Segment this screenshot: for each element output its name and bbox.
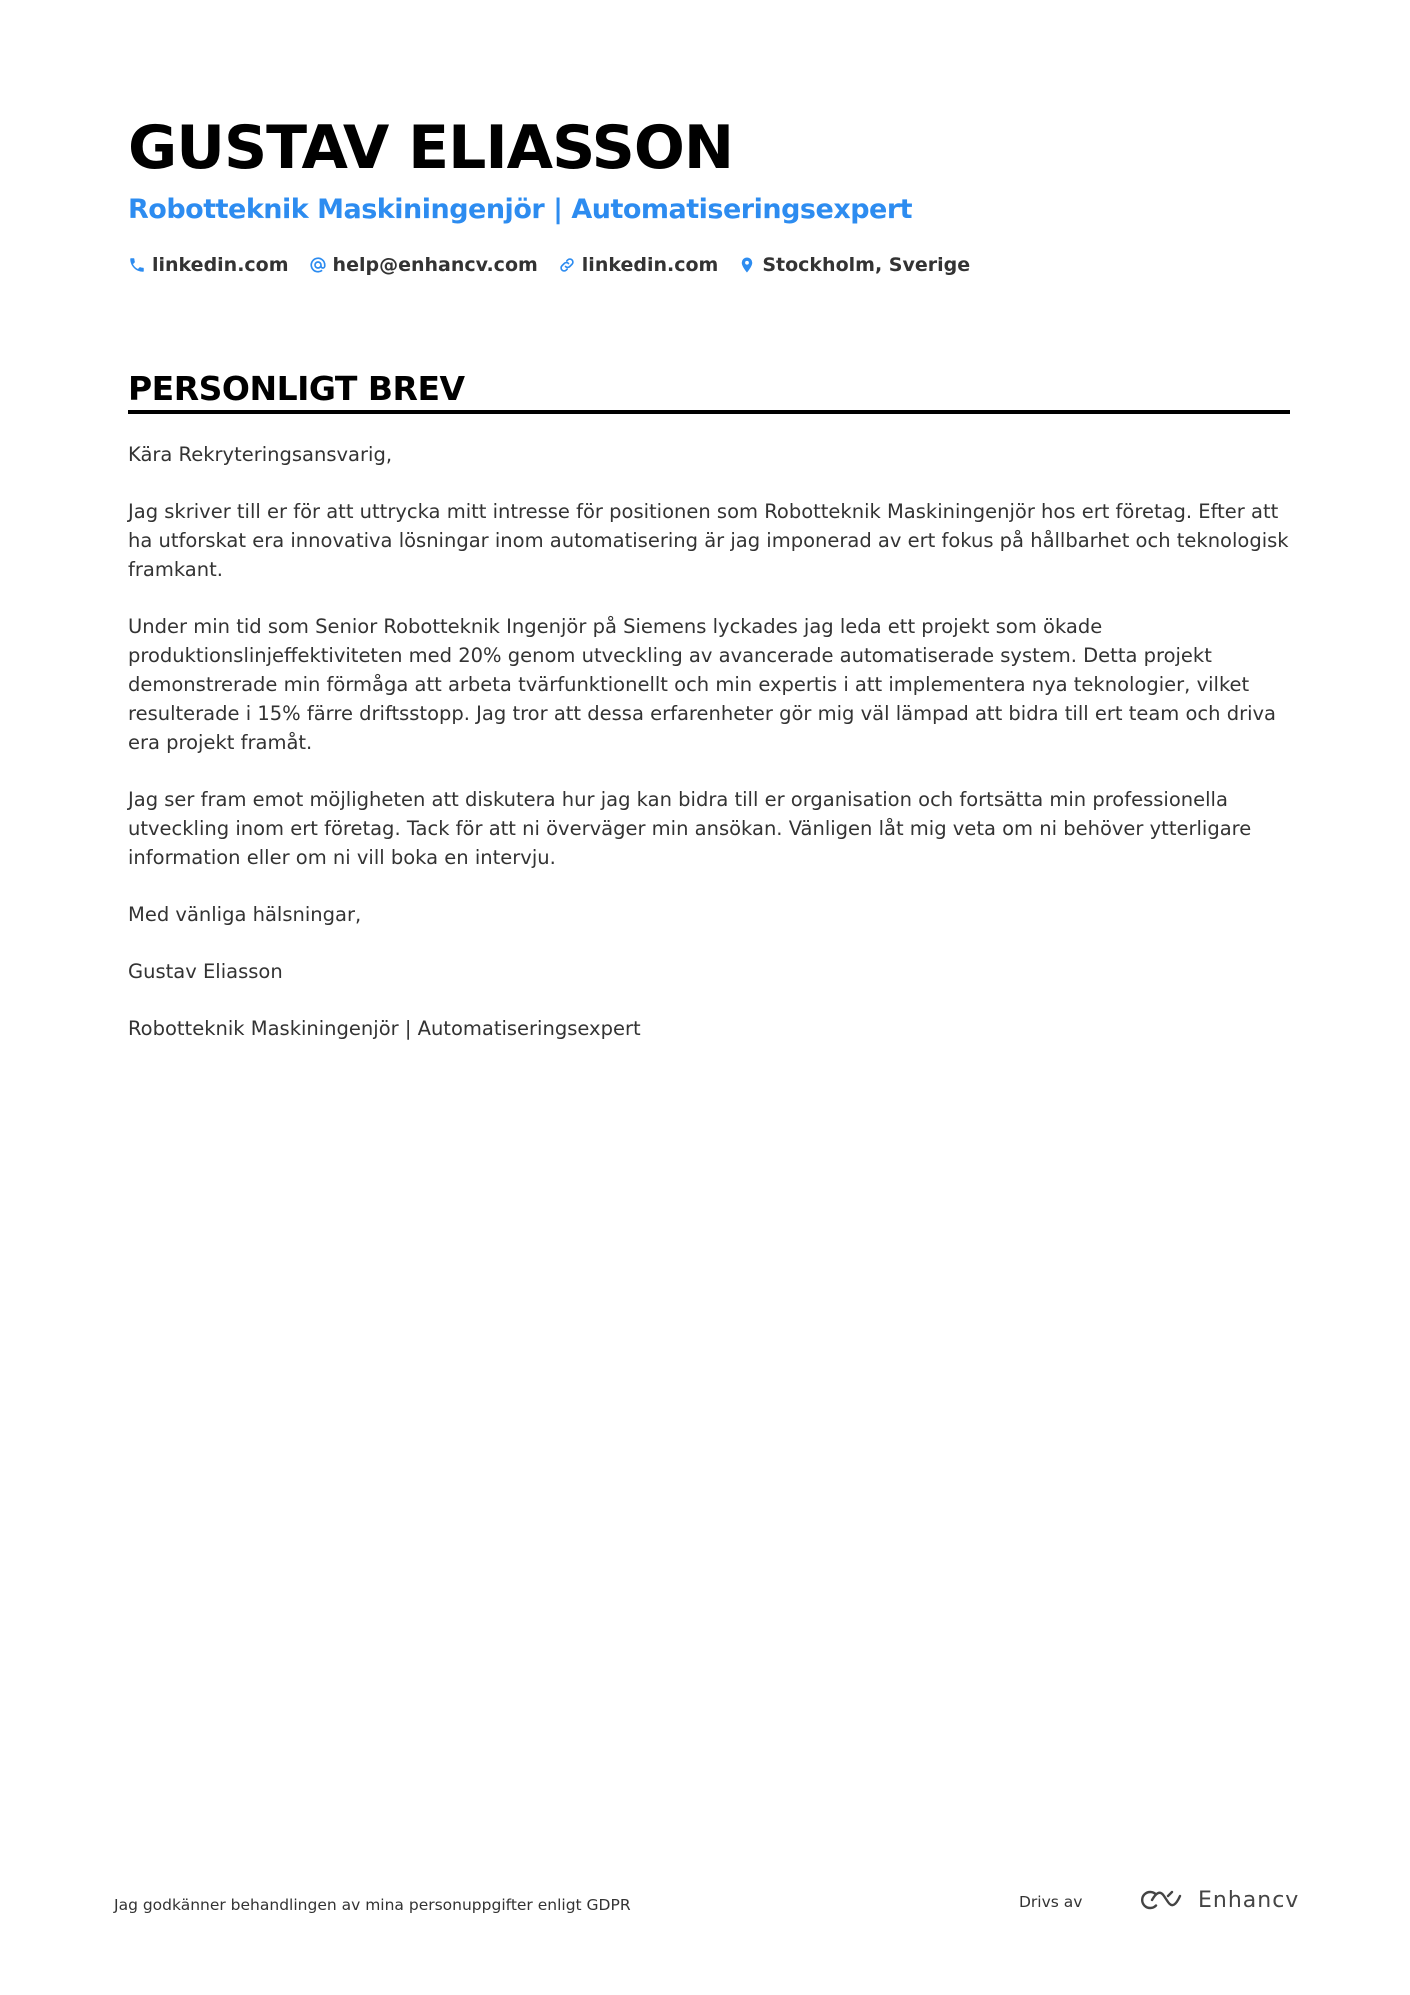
contact-bar (128, 254, 990, 276)
powered-by-label: Drivs av (1019, 1893, 1083, 1911)
gdpr-consent: Jag godkänner behandlingen av mina personuppgifter enligt GDPR (114, 1896, 631, 1914)
brand-name: Enhancv (1198, 1887, 1300, 1913)
contact-link-text: linkedin.com (581, 254, 719, 276)
contact-email-text: help@enhancv.com (332, 254, 538, 276)
phone-icon (128, 256, 146, 274)
letter-paragraph: Under min tid som Senior Robotteknik Ingenjör på Siemens lyckades jag leda ett projekt som ökade produktionslinjeffektiviteten med 20% genom utveckling av avancerade automatiserade system. Detta projekt demonstrerade min förmåga att arbeta tvärfunktionellt och min expertis i att implementera nya teknologier, vilket resulterade i 15% färre driftsstopp. Jag tror att dessa erfarenheter gör mig väl lämpad att bidra till ert team och driva era projekt framåt. (128, 615, 1277, 754)
letter-greeting: Kära Rekryteringsansvarig, (128, 443, 393, 466)
letter-paragraph: Jag ser fram emot möjligheten att diskutera hur jag kan bidra till er organisation och fortsätta min professionella utveckling inom ert företag. Tack för att ni överväger min ansökan. Vänligen låt mig veta om ni behöver ytterligare information eller om ni vill boka en intervju. (128, 788, 1252, 869)
letter-closing: Med vänliga hälsningar, (128, 903, 362, 926)
contact-phone[interactable] (128, 254, 289, 276)
candidate-title: Robotteknik Maskiningenjör | Automatiseringsexpert (128, 194, 913, 225)
candidate-name: GUSTAV ELIASSON (128, 113, 734, 183)
signature-name: Gustav Eliasson (128, 960, 283, 983)
contact-location (738, 254, 970, 276)
enhancv-logo-icon (1138, 1886, 1186, 1914)
link-icon (558, 256, 576, 274)
at-icon (309, 256, 327, 274)
location-pin-icon (738, 256, 756, 274)
contact-link[interactable] (558, 254, 719, 276)
contact-email[interactable] (309, 254, 538, 276)
contact-location-text: Stockholm, Sverige (762, 254, 971, 276)
letter-body (128, 440, 1290, 1071)
section-divider (128, 410, 1290, 414)
enhancv-brand[interactable] (1138, 1886, 1299, 1914)
signature-title: Robotteknik Maskiningenjör | Automatiseringsexpert (128, 1017, 641, 1040)
section-title: PERSONLIGT BREV (128, 369, 465, 408)
contact-phone-text: linkedin.com (152, 254, 289, 276)
letter-paragraph: Jag skriver till er för att uttrycka mitt intresse för positionen som Robotteknik Maskiningenjör hos ert företag. Efter att ha utforskat era innovativa lösningar inom automatisering är jag imponerad av ert fokus på hållbarhet och teknologisk framkant. (128, 500, 1289, 581)
